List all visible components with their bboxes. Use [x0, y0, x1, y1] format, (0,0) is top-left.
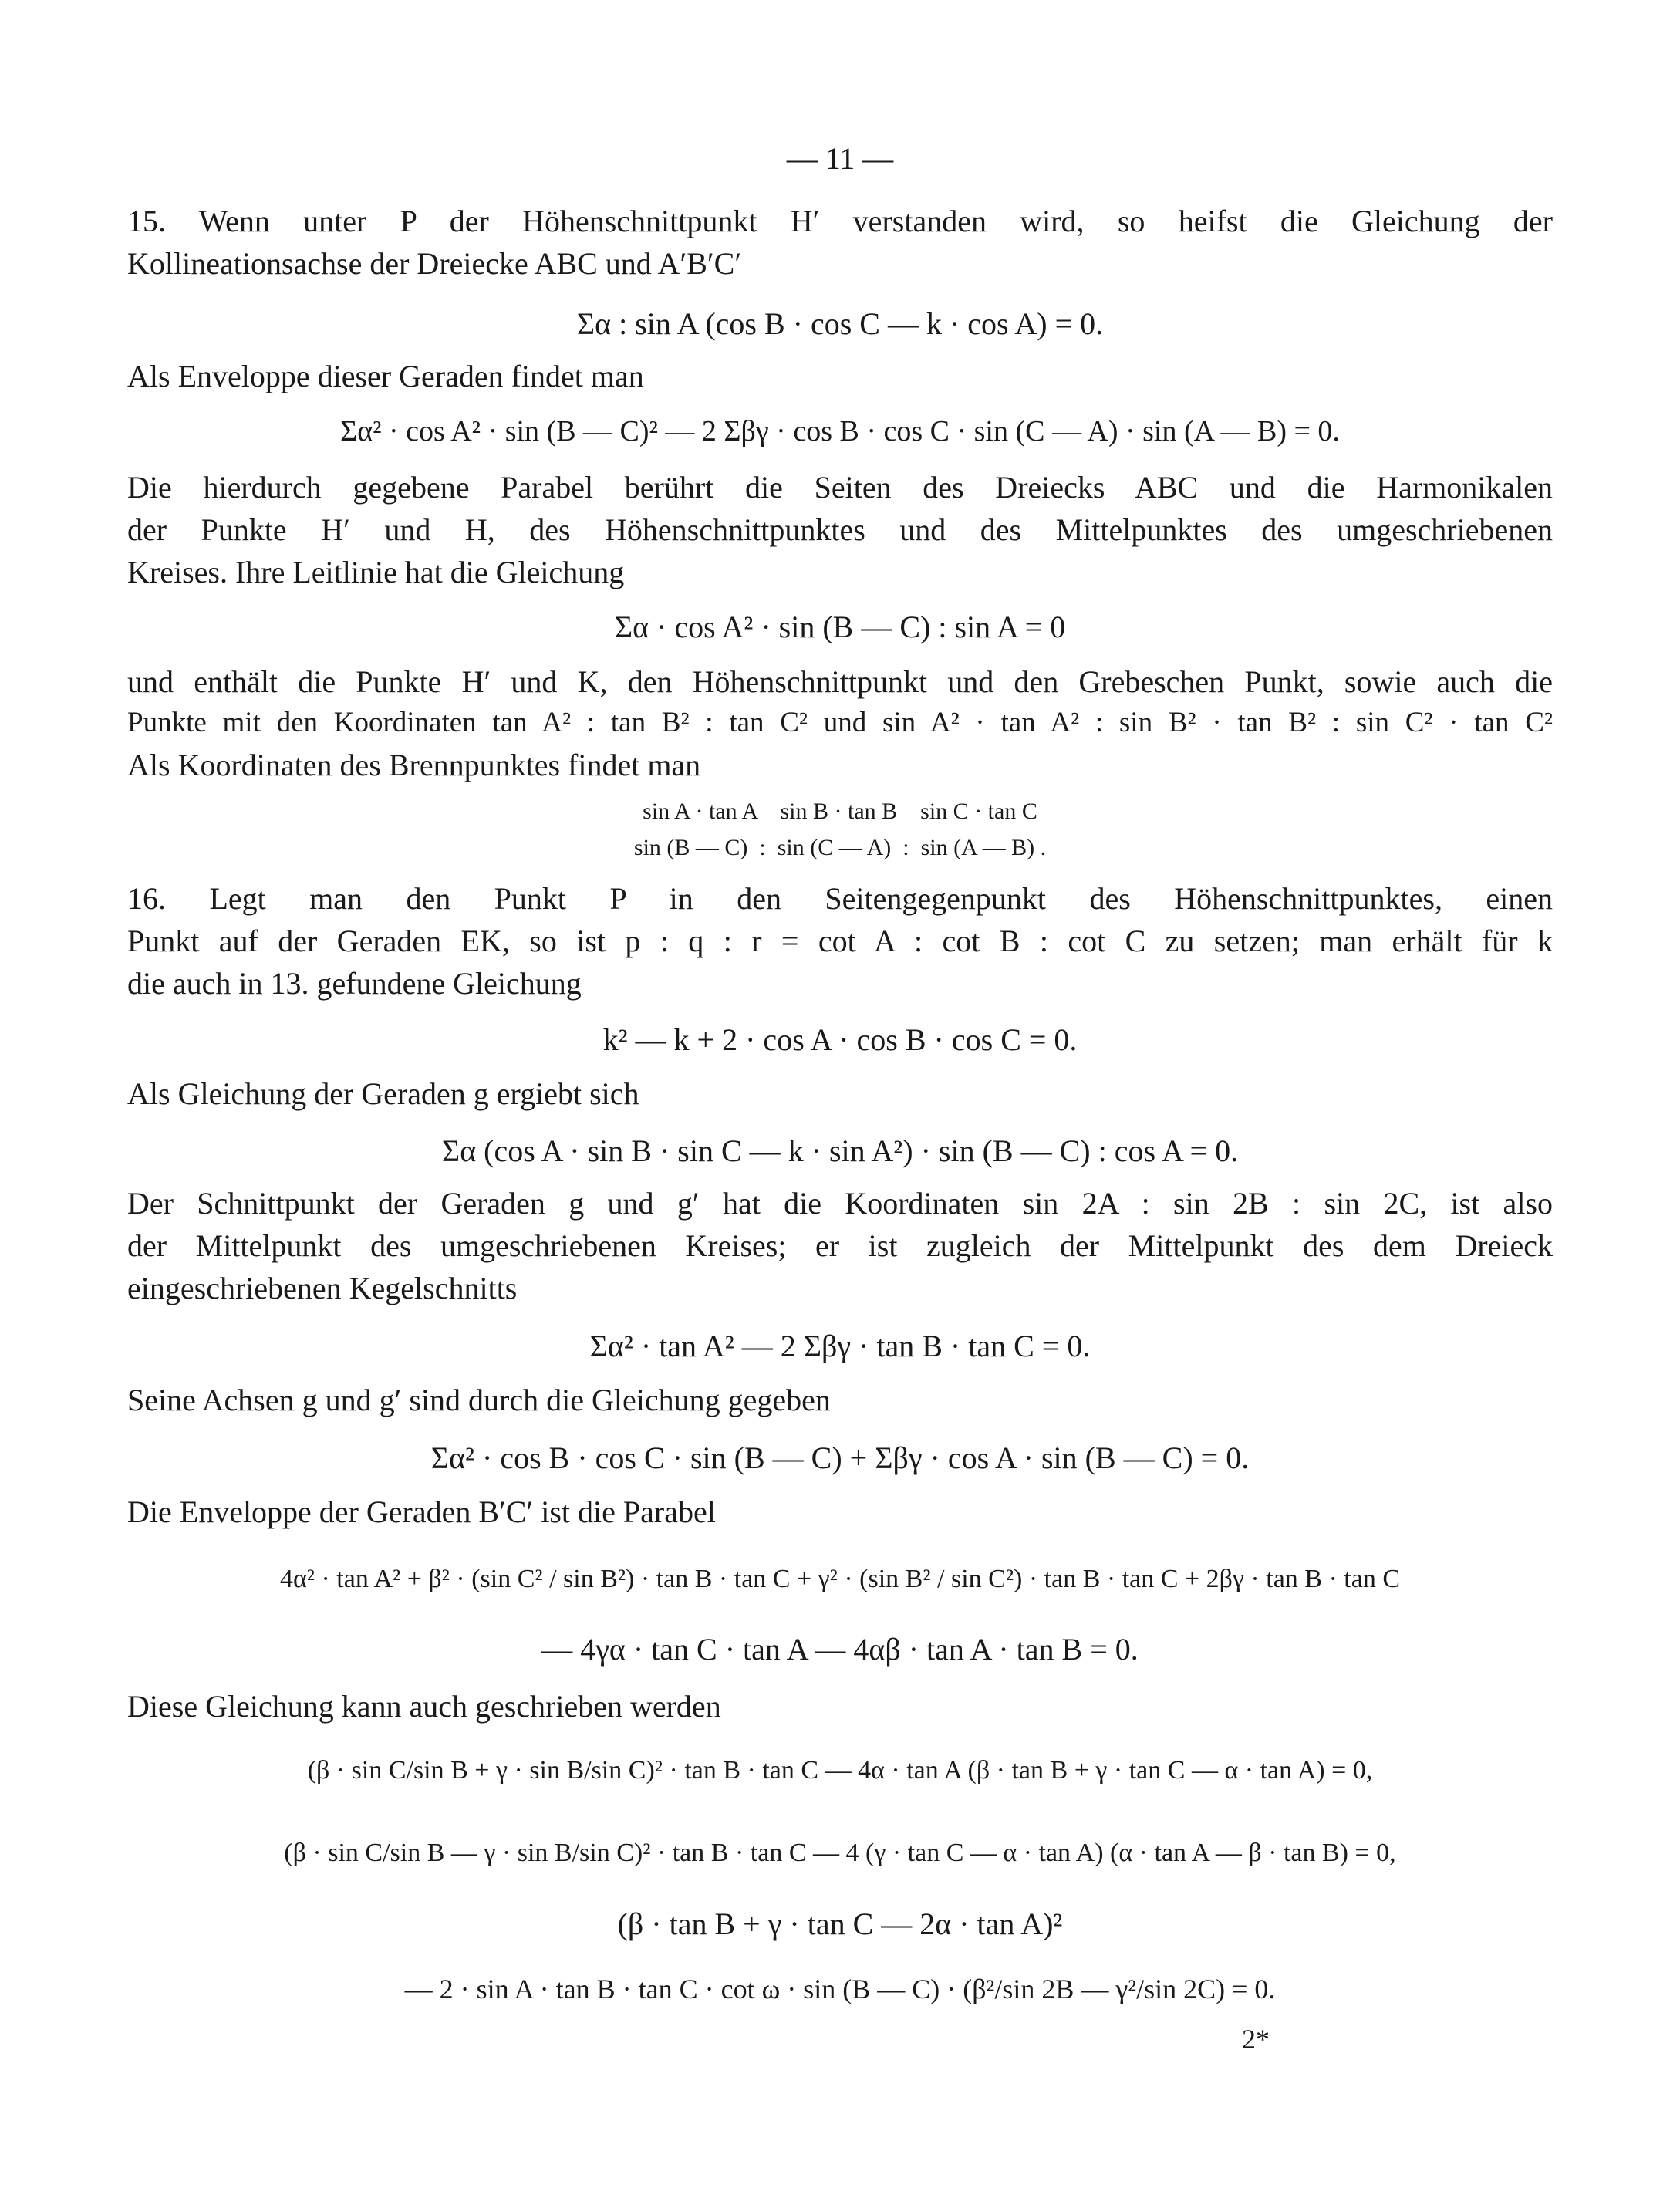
s15-line-1: 15. Wenn unter P der Höhenschnittpunkt H′ verstanden wird, so heifst die Gleichung der [127, 204, 1553, 238]
s15-line-5: der Punkte H′ und H, des Höhenschnittpunktes und des Mittelpunktes des umgeschriebenen [127, 512, 1553, 547]
s15-equation-3: Σα · cos A² · sin (B — C) : sin A = 0 [614, 610, 1066, 644]
signature-mark: 2* [1242, 2024, 1270, 2055]
s16-line-1: 16. Legt man den Punkt P in den Seitengegenpunkt des Höhenschnittpunktes, einen [127, 881, 1553, 916]
s15-line-6: Kreises. Ihre Leitlinie hat die Gleichung [127, 555, 625, 589]
s16-line-6: der Mittelpunkt des umgeschriebenen Kreises; er ist zugleich der Mittelpunkt des dem Dreieck [127, 1228, 1553, 1263]
s15-line-2: Kollineationsachse der Dreiecke ABC und A′B′C′ [127, 246, 742, 281]
s16-equation-12b: — 2 · sin A · tan B · tan C · cot ω · sin (B — C) · (β²/sin 2B — γ²/sin 2C) = 0. [404, 1974, 1276, 2004]
s15-equation-2: Σα² · cos A² · sin (B — C)² — 2 Σβγ · cos B · cos C · sin (C — A) · sin (A — B) = 0. [340, 415, 1340, 447]
s15-line-9: Als Koordinaten des Brennpunktes findet man [127, 748, 701, 782]
s16-equation-11: (β · sin C/sin B — γ · sin B/sin C)² · tan B · tan C — 4 (γ · tan C — α · tan A) (α · tan A — β · tan B) = 0, [284, 1839, 1396, 1867]
s16-equation-5: k² — k + 2 · cos A · cos B · cos C = 0. [602, 1022, 1078, 1057]
s15-line-7: und enthält die Punkte H′ und K, den Höhenschnittpunkt und den Grebeschen Punkt, sowie auch die [127, 664, 1553, 699]
s15-equation-1: Σα : sin A (cos B · cos C — k · cos A) = 0. [576, 306, 1104, 341]
s15-line-4: Die hierdurch gegebene Parabel berührt die Seiten des Dreiecks ABC und die Harmonikalen [127, 470, 1553, 505]
s16-line-8: Seine Achsen g und g′ sind durch die Gleichung gegeben [127, 1383, 831, 1417]
s16-line-5: Der Schnittpunkt der Geraden g und g′ hat die Koordinaten sin 2A : sin 2B : sin 2C, ist also [127, 1186, 1553, 1221]
s16-equation-12a: (β · tan B + γ · tan C — 2α · tan A)² [617, 1906, 1063, 1941]
s15-equation-4-denominators: sin (B — C) : sin (C — A) : sin (A — B) . [633, 835, 1047, 860]
s16-line-3: die auch in 13. gefundene Gleichung [127, 966, 582, 1001]
s16-line-10: Diese Gleichung kann auch geschrieben werden [127, 1689, 721, 1724]
s16-equation-6: Σα (cos A · sin B · sin C — k · sin A²) · sin (B — C) : cos A = 0. [441, 1133, 1239, 1168]
page-number: — 11 — [786, 141, 894, 176]
s16-line-9: Die Enveloppe der Geraden B′C′ ist die Parabel [127, 1494, 716, 1529]
s16-line-2: Punkt auf der Geraden EK, so ist p : q : r = cot A : cot B : cot C zu setzen; man erhält für k [127, 924, 1553, 958]
s16-equation-9b: — 4γα · tan C · tan A — 4αβ · tan A · tan B = 0. [541, 1632, 1139, 1667]
s16-line-4: Als Gleichung der Geraden g ergiebt sich [127, 1076, 639, 1111]
s15-line-8: Punkte mit den Koordinaten tan A² : tan B² : tan C² und sin A² · tan A² : sin B² · tan B² : sin C² · tan C² [127, 707, 1553, 738]
s16-equation-9a: 4α² · tan A² + β² · (sin C² / sin B²) · tan B · tan C + γ² · (sin B² / sin C²) · tan B · tan C + 2βγ · tan B · tan C [279, 1565, 1401, 1593]
s16-line-7: eingeschriebenen Kegelschnitts [127, 1271, 518, 1305]
s16-equation-10: (β · sin C/sin B + γ · sin B/sin C)² · tan B · tan C — 4α · tan A (β · tan B + γ · tan C — α · tan A) = 0, [307, 1756, 1373, 1785]
s16-equation-8: Σα² · cos B · cos C · sin (B — C) + Σβγ · cos A · sin (B — C) = 0. [430, 1440, 1250, 1475]
s16-equation-7: Σα² · tan A² — 2 Σβγ · tan B · tan C = 0. [589, 1329, 1091, 1363]
s15-equation-4-numerators: sin A · tan A sin B · tan B sin C · tan C [643, 799, 1037, 824]
s15-line-3: Als Enveloppe dieser Geraden findet man [127, 359, 644, 393]
